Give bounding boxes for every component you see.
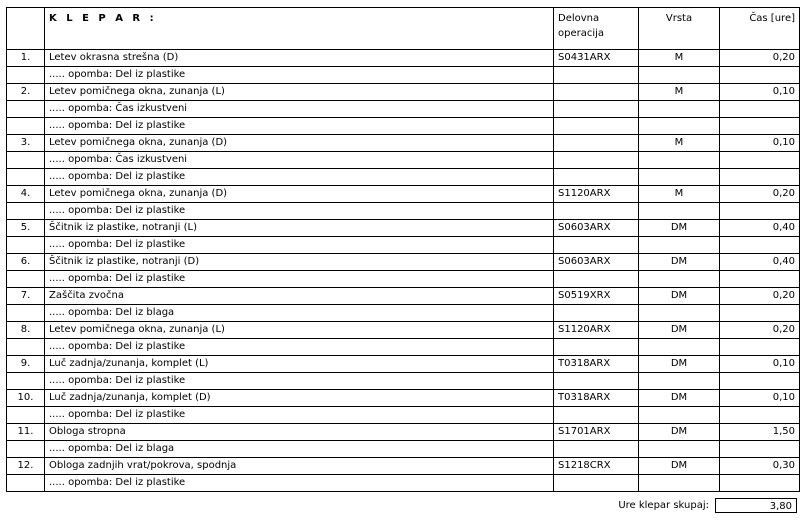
row-name: Letev pomičnega okna, zunanja (L)	[45, 322, 554, 339]
note-empty-time	[720, 152, 800, 169]
note-empty-type	[639, 305, 720, 322]
note-text: ..... opomba: Čas izkustveni	[45, 101, 554, 118]
note-text: ..... opomba: Del iz plastike	[45, 475, 554, 492]
note-empty-num	[7, 118, 45, 135]
header-operation-line2: operacija	[558, 28, 605, 39]
row-number: 10.	[7, 390, 45, 407]
row-operation: S0603ARX	[554, 220, 639, 237]
note-empty-op	[554, 305, 639, 322]
note-empty-num	[7, 475, 45, 492]
note-empty-time	[720, 203, 800, 220]
note-empty-type	[639, 271, 720, 288]
note-empty-type	[639, 169, 720, 186]
note-empty-op	[554, 373, 639, 390]
header-title: K L E P A R :	[45, 8, 554, 50]
row-name: Luč zadnja/zunanja, komplet (D)	[45, 390, 554, 407]
note-empty-op	[554, 152, 639, 169]
table-row	[7, 424, 800, 441]
note-empty-num	[7, 152, 45, 169]
note-empty-op	[554, 441, 639, 458]
row-type: DM	[639, 322, 720, 339]
note-empty-type	[639, 203, 720, 220]
note-empty-type	[639, 475, 720, 492]
note-row	[7, 203, 800, 220]
row-time: 0,40	[720, 220, 800, 237]
row-name: Letev pomičnega okna, zunanja (L)	[45, 84, 554, 101]
table-row	[7, 135, 800, 152]
note-empty-type	[639, 237, 720, 254]
row-type: DM	[639, 254, 720, 271]
note-empty-time	[720, 67, 800, 84]
note-empty-op	[554, 237, 639, 254]
row-operation: S1218CRX	[554, 458, 639, 475]
note-empty-num	[7, 305, 45, 322]
note-row	[7, 118, 800, 135]
row-time: 0,10	[720, 135, 800, 152]
header-operation-line1: Delovna	[558, 13, 600, 24]
note-empty-num	[7, 67, 45, 84]
total-label: Ure klepar skupaj:	[618, 500, 709, 511]
note-empty-time	[720, 118, 800, 135]
note-row	[7, 152, 800, 169]
note-empty-time	[720, 475, 800, 492]
row-type: DM	[639, 288, 720, 305]
row-name: Zaščita zvočna	[45, 288, 554, 305]
note-empty-type	[639, 118, 720, 135]
note-empty-op	[554, 169, 639, 186]
note-row	[7, 339, 800, 356]
note-row	[7, 475, 800, 492]
note-empty-type	[639, 407, 720, 424]
row-number: 9.	[7, 356, 45, 373]
note-empty-time	[720, 407, 800, 424]
table-row	[7, 220, 800, 237]
note-row	[7, 101, 800, 118]
table-row	[7, 288, 800, 305]
row-operation	[554, 135, 639, 152]
note-text: ..... opomba: Del iz plastike	[45, 373, 554, 390]
row-number: 11.	[7, 424, 45, 441]
note-empty-num	[7, 373, 45, 390]
header-operation	[554, 8, 639, 50]
row-time: 0,10	[720, 390, 800, 407]
note-empty-type	[639, 67, 720, 84]
row-operation	[554, 84, 639, 101]
note-row	[7, 237, 800, 254]
row-operation: S1120ARX	[554, 322, 639, 339]
note-text: ..... opomba: Del iz plastike	[45, 237, 554, 254]
row-number: 8.	[7, 322, 45, 339]
row-time: 0,20	[720, 322, 800, 339]
note-empty-num	[7, 169, 45, 186]
row-name: Ščitnik iz plastike, notranji (D)	[45, 254, 554, 271]
header-time: Čas [ure]	[720, 8, 800, 50]
row-type: DM	[639, 220, 720, 237]
note-empty-op	[554, 101, 639, 118]
note-text: ..... opomba: Del iz blaga	[45, 441, 554, 458]
row-number: 2.	[7, 84, 45, 101]
note-empty-num	[7, 271, 45, 288]
row-name: Letev pomičnega okna, zunanja (D)	[45, 135, 554, 152]
note-empty-num	[7, 101, 45, 118]
note-empty-num	[7, 203, 45, 220]
row-type: DM	[639, 390, 720, 407]
row-time: 1,50	[720, 424, 800, 441]
header-num	[7, 8, 45, 50]
note-empty-time	[720, 441, 800, 458]
note-empty-type	[639, 152, 720, 169]
table-row	[7, 50, 800, 67]
note-empty-num	[7, 237, 45, 254]
row-time: 0,40	[720, 254, 800, 271]
row-operation: S1120ARX	[554, 186, 639, 203]
total-section	[570, 498, 799, 516]
table-row	[7, 186, 800, 203]
note-empty-time	[720, 373, 800, 390]
row-time: 0,20	[720, 186, 800, 203]
row-number: 6.	[7, 254, 45, 271]
note-empty-type	[639, 339, 720, 356]
table-row	[7, 390, 800, 407]
row-type: M	[639, 50, 720, 67]
row-name: Luč zadnja/zunanja, komplet (L)	[45, 356, 554, 373]
row-operation: S0603ARX	[554, 254, 639, 271]
note-empty-op	[554, 118, 639, 135]
note-text: ..... opomba: Čas izkustveni	[45, 152, 554, 169]
note-text: ..... opomba: Del iz plastike	[45, 339, 554, 356]
note-text: ..... opomba: Del iz plastike	[45, 203, 554, 220]
total-value: 3,80	[715, 498, 797, 513]
row-type: DM	[639, 458, 720, 475]
note-empty-num	[7, 339, 45, 356]
row-operation: S0519XRX	[554, 288, 639, 305]
note-empty-op	[554, 271, 639, 288]
table-header-row	[7, 8, 800, 50]
row-operation: T0318ARX	[554, 356, 639, 373]
note-empty-time	[720, 271, 800, 288]
row-type: M	[639, 135, 720, 152]
note-empty-type	[639, 441, 720, 458]
row-name: Obloga zadnjih vrat/pokrova, spodnja	[45, 458, 554, 475]
table-row	[7, 322, 800, 339]
note-text: ..... opomba: Del iz plastike	[45, 271, 554, 288]
row-name: Obloga stropna	[45, 424, 554, 441]
header-type: Vrsta	[639, 8, 720, 50]
row-operation: T0318ARX	[554, 390, 639, 407]
note-text: ..... opomba: Del iz blaga	[45, 305, 554, 322]
row-time: 0,20	[720, 50, 800, 67]
note-row	[7, 441, 800, 458]
row-number: 4.	[7, 186, 45, 203]
row-operation: S0431ARX	[554, 50, 639, 67]
note-empty-op	[554, 475, 639, 492]
table-row	[7, 458, 800, 475]
note-empty-time	[720, 339, 800, 356]
note-empty-time	[720, 237, 800, 254]
note-empty-op	[554, 203, 639, 220]
row-type: M	[639, 84, 720, 101]
note-row	[7, 373, 800, 390]
klepar-table	[6, 7, 800, 492]
row-time: 0,20	[720, 288, 800, 305]
row-name: Letev pomičnega okna, zunanja (D)	[45, 186, 554, 203]
note-text: ..... opomba: Del iz plastike	[45, 67, 554, 84]
table-row	[7, 254, 800, 271]
note-empty-time	[720, 101, 800, 118]
note-row	[7, 407, 800, 424]
note-row	[7, 271, 800, 288]
note-empty-type	[639, 373, 720, 390]
row-number: 7.	[7, 288, 45, 305]
note-text: ..... opomba: Del iz plastike	[45, 118, 554, 135]
note-empty-num	[7, 407, 45, 424]
row-name: Letev okrasna strešna (D)	[45, 50, 554, 67]
note-empty-op	[554, 67, 639, 84]
note-empty-op	[554, 339, 639, 356]
note-empty-type	[639, 101, 720, 118]
note-row	[7, 67, 800, 84]
note-empty-time	[720, 305, 800, 322]
note-text: ..... opomba: Del iz plastike	[45, 407, 554, 424]
note-row	[7, 305, 800, 322]
row-time: 0,10	[720, 356, 800, 373]
row-number: 3.	[7, 135, 45, 152]
note-text: ..... opomba: Del iz plastike	[45, 169, 554, 186]
row-name: Ščitnik iz plastike, notranji (L)	[45, 220, 554, 237]
row-time: 0,10	[720, 84, 800, 101]
row-time: 0,30	[720, 458, 800, 475]
table-row	[7, 84, 800, 101]
row-number: 5.	[7, 220, 45, 237]
row-type: DM	[639, 356, 720, 373]
note-empty-num	[7, 441, 45, 458]
row-operation: S1701ARX	[554, 424, 639, 441]
row-type: M	[639, 186, 720, 203]
note-row	[7, 169, 800, 186]
row-type: DM	[639, 424, 720, 441]
note-empty-op	[554, 407, 639, 424]
row-number: 12.	[7, 458, 45, 475]
row-number: 1.	[7, 50, 45, 67]
table-row	[7, 356, 800, 373]
note-empty-time	[720, 169, 800, 186]
